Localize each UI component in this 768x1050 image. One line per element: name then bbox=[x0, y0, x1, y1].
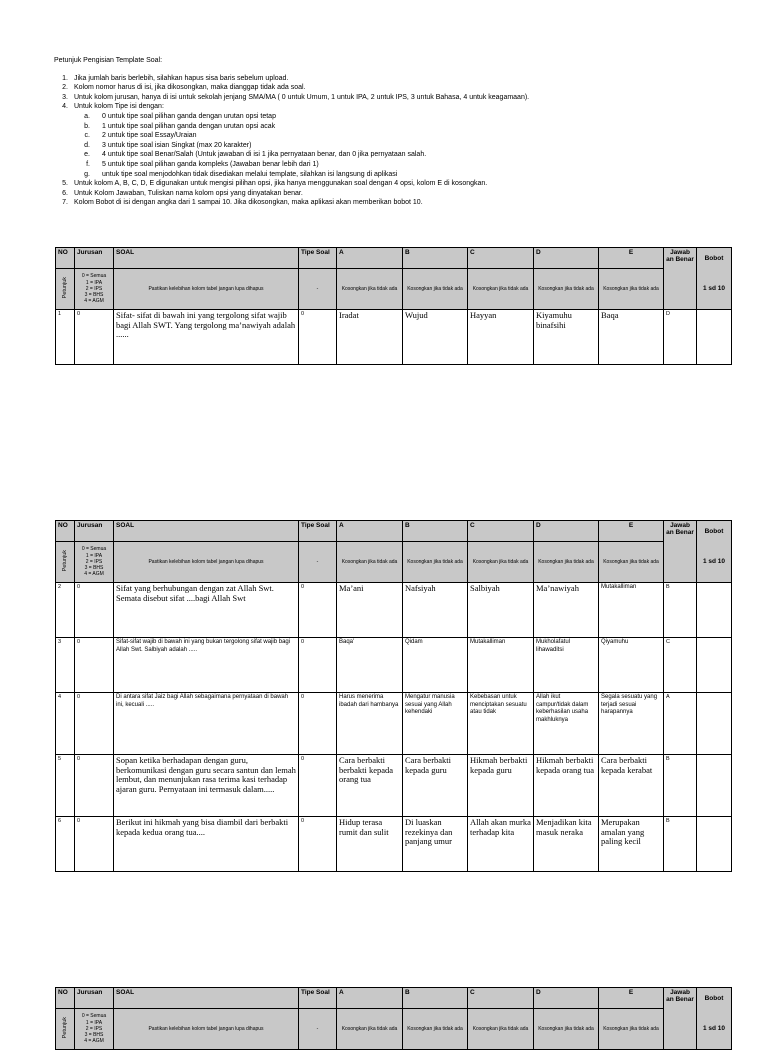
cell-opsi-b[interactable]: Wujud bbox=[403, 310, 468, 365]
cell-opsi-e[interactable]: Baqa bbox=[599, 310, 664, 365]
cell-opsi-c[interactable]: Salbiyah bbox=[468, 583, 534, 638]
cell-opsi-d[interactable]: Mukholafatul lihawaditsi bbox=[534, 638, 599, 693]
header-jurusan: Jurusan bbox=[75, 248, 114, 269]
cell-jawaban[interactable]: D bbox=[664, 310, 697, 365]
item-text: Untuk Kolom Jawaban, Tuliskan nama kolom opsi yang dinyatakan benar. bbox=[74, 189, 303, 197]
bobot-hint: 1 sd 10 bbox=[697, 1009, 732, 1050]
opsi-a-hint: Kosongkan jika tidak ada bbox=[337, 269, 403, 310]
header-jurusan: Jurusan bbox=[75, 521, 114, 542]
instruction-subitem bbox=[54, 160, 754, 170]
jurusan-hint: 4 = AGM bbox=[84, 571, 104, 578]
instructions-block bbox=[54, 56, 754, 208]
cell-no[interactable]: 1 bbox=[56, 310, 75, 365]
header-bobot: Bobot bbox=[697, 521, 732, 542]
opsi-a-hint: Kosongkan jika tidak ada bbox=[337, 1009, 403, 1050]
cell-jawaban[interactable]: A bbox=[664, 693, 697, 755]
header-d: D bbox=[534, 521, 599, 542]
item-text: Untuk kolom Tipe isi dengan: bbox=[74, 103, 164, 111]
cell-opsi-e[interactable]: Mutakalliman bbox=[599, 583, 664, 638]
tipe-hint: - bbox=[299, 1009, 337, 1050]
hint-row bbox=[56, 542, 732, 583]
petunjuk-cell bbox=[56, 1009, 75, 1050]
cell-opsi-d[interactable]: Allah ikut campur/tidak dalam keberhasilan usaha makhluknya bbox=[534, 693, 599, 755]
header-b: B bbox=[403, 248, 468, 269]
soal-hint: Pastikan kelebihan kolom tabel jangan lupa dihapus bbox=[114, 542, 299, 583]
cell-opsi-d[interactable]: Menjadikan kita masuk neraka bbox=[534, 817, 599, 872]
cell-opsi-b[interactable]: Nafsiyah bbox=[403, 583, 468, 638]
opsi-d-hint: Kosongkan jika tidak ada bbox=[534, 542, 599, 583]
subitem-letter: e. bbox=[84, 151, 90, 159]
subitem-letter: g. bbox=[84, 170, 90, 178]
petunjuk-cell bbox=[56, 542, 75, 583]
header-a: A bbox=[337, 248, 403, 269]
item-text: Kolom nomor harus di isi, jika dikosongkan, maka dianggap tidak ada soal. bbox=[74, 84, 306, 92]
cell-no[interactable]: 3 bbox=[56, 638, 75, 693]
subitem-text: 3 untuk tipe soal isian Singkat (max 20 karakter) bbox=[102, 141, 252, 149]
cell-opsi-e[interactable]: Cara berbakti kepada kerabat bbox=[599, 755, 664, 817]
jurusan-hint: 1 = IPA bbox=[85, 552, 103, 559]
hint-row bbox=[56, 269, 732, 310]
table-row bbox=[56, 310, 732, 365]
cell-bobot[interactable] bbox=[697, 638, 732, 693]
cell-soal[interactable]: Sifat yang berhubungan dengan zat Allah Swt. Semata disebut sifat ....bagi Allah Swt bbox=[114, 583, 299, 638]
item-number: 4. bbox=[62, 103, 68, 111]
header-jawaban: Jawab an Benar bbox=[664, 521, 697, 583]
instruction-item bbox=[54, 179, 754, 189]
tipe-hint: - bbox=[299, 269, 337, 310]
cell-no[interactable]: 2 bbox=[56, 583, 75, 638]
subitem-letter: a. bbox=[84, 112, 90, 120]
cell-opsi-a[interactable]: Hidup terasa rumit dan sulit bbox=[337, 817, 403, 872]
jurusan-hint: 2 = IPS bbox=[85, 1025, 103, 1032]
jurusan-hint: 1 = IPA bbox=[85, 1019, 103, 1026]
cell-jurusan[interactable]: 0 bbox=[75, 817, 114, 872]
opsi-b-hint: Kosongkan jika tidak ada bbox=[403, 269, 468, 310]
jurusan-hint: 3 = BHS bbox=[84, 292, 104, 299]
header-a: A bbox=[337, 521, 403, 542]
cell-opsi-a[interactable]: Ma’ani bbox=[337, 583, 403, 638]
petunjuk-label: Petunjuk bbox=[62, 550, 68, 572]
header-a: A bbox=[337, 988, 403, 1009]
cell-opsi-d[interactable]: Hikmah berbakti kepada orang tua bbox=[534, 755, 599, 817]
item-text: Jika jumlah baris berlebih, silahkan hapus sisa baris sebelum upload. bbox=[74, 74, 289, 82]
table-row bbox=[56, 755, 732, 817]
header-tipe: Tipe Soal bbox=[299, 521, 337, 542]
instruction-item bbox=[54, 93, 754, 103]
cell-opsi-a[interactable]: Iradat bbox=[337, 310, 403, 365]
header-d: D bbox=[534, 248, 599, 269]
header-e: E bbox=[599, 988, 664, 1009]
instruction-subitem bbox=[54, 112, 754, 122]
subitem-text: 4 untuk tipe soal Benar/Salah (Untuk jawaban di isi 1 jika pernyataan benar, dan 0 jika pernyataan salah. bbox=[102, 151, 427, 159]
item-number: 1. bbox=[62, 74, 68, 82]
cell-bobot[interactable] bbox=[697, 583, 732, 638]
opsi-e-hint: Kosongkan jika tidak ada bbox=[599, 542, 664, 583]
header-bobot: Bobot bbox=[697, 988, 732, 1009]
cell-opsi-b[interactable]: Qidam bbox=[403, 638, 468, 693]
cell-opsi-d[interactable]: Kiyamuhu binafsihi bbox=[534, 310, 599, 365]
cell-opsi-c[interactable]: Kebebasan untuk menciptakan sesuatu atau tidak bbox=[468, 693, 534, 755]
item-number: 3. bbox=[62, 93, 68, 101]
jurusan-hint: 3 = BHS bbox=[84, 1032, 104, 1039]
cell-jawaban[interactable]: B bbox=[664, 817, 697, 872]
jurusan-hint-cell bbox=[75, 542, 114, 583]
subitem-letter: b. bbox=[84, 122, 90, 130]
jurusan-hint: 4 = AGM bbox=[84, 1038, 104, 1045]
cell-opsi-a[interactable]: Cara berbakti berbakti kepada orang tua bbox=[337, 755, 403, 817]
opsi-c-hint: Kosongkan jika tidak ada bbox=[468, 542, 534, 583]
instruction-subitem bbox=[54, 131, 754, 141]
header-no: NO bbox=[56, 521, 75, 542]
instructions-list bbox=[54, 74, 754, 208]
instruction-item bbox=[54, 74, 754, 84]
cell-tipe[interactable]: 0 bbox=[299, 310, 337, 365]
cell-bobot[interactable] bbox=[697, 755, 732, 817]
item-text: Untuk kolom jurusan, hanya di isi untuk sekolah jenjang SMA/MA ( 0 untuk Umum, 1 untuk IPA, 2 untuk IPS, 3 untuk Bahasa, 4 untuk keagamaan). bbox=[74, 93, 530, 101]
header-b: B bbox=[403, 988, 468, 1009]
header-jurusan: Jurusan bbox=[75, 988, 114, 1009]
cell-tipe[interactable]: 0 bbox=[299, 583, 337, 638]
instructions-title: Petunjuk Pengisian Template Soal: bbox=[54, 57, 163, 64]
instruction-item bbox=[54, 198, 754, 208]
table-row bbox=[56, 693, 732, 755]
cell-tipe[interactable]: 0 bbox=[299, 638, 337, 693]
table-row bbox=[56, 638, 732, 693]
table-row bbox=[56, 583, 732, 638]
opsi-d-hint: Kosongkan jika tidak ada bbox=[534, 1009, 599, 1050]
hint-row bbox=[56, 1009, 732, 1050]
subitem-text: untuk tipe soal menjodohkan tidak disediakan melalui template, silahkan isi langsung di aplikasi bbox=[102, 170, 398, 178]
jurusan-hint: 0 = Semua bbox=[81, 1013, 107, 1020]
subitem-text: 0 untuk tipe soal pilihan ganda dengan urutan opsi tetap bbox=[102, 112, 276, 120]
cell-jawaban[interactable]: B bbox=[664, 583, 697, 638]
instruction-subitem bbox=[54, 170, 754, 180]
subitem-text: 1 untuk tipe soal pilihan ganda dengan urutan opsi acak bbox=[102, 122, 276, 130]
instruction-subitem bbox=[54, 122, 754, 132]
cell-jurusan[interactable]: 0 bbox=[75, 755, 114, 817]
subitem-letter: c. bbox=[84, 132, 90, 140]
cell-jurusan[interactable]: 0 bbox=[75, 693, 114, 755]
header-row bbox=[56, 248, 732, 269]
cell-opsi-e[interactable]: Qiyamuhu bbox=[599, 638, 664, 693]
cell-opsi-d[interactable]: Ma’nawiyah bbox=[534, 583, 599, 638]
jurusan-hint: 3 = BHS bbox=[84, 565, 104, 572]
cell-opsi-a[interactable]: Harus menerima ibadah dari hambanya bbox=[337, 693, 403, 755]
cell-jurusan[interactable]: 0 bbox=[75, 310, 114, 365]
header-tipe: Tipe Soal bbox=[299, 988, 337, 1009]
opsi-e-hint: Kosongkan jika tidak ada bbox=[599, 1009, 664, 1050]
cell-no[interactable]: 4 bbox=[56, 693, 75, 755]
cell-jurusan[interactable]: 0 bbox=[75, 583, 114, 638]
cell-opsi-b[interactable]: Mengatur manusia sesuai yang Allah kehendaki bbox=[403, 693, 468, 755]
cell-opsi-b[interactable]: Di luaskan rezekinya dan panjang umur bbox=[403, 817, 468, 872]
header-tipe: Tipe Soal bbox=[299, 248, 337, 269]
header-jawaban: Jawab an Benar bbox=[664, 988, 697, 1050]
cell-no[interactable]: 5 bbox=[56, 755, 75, 817]
cell-opsi-c[interactable]: Hikmah berbakti kepada guru bbox=[468, 755, 534, 817]
header-c: C bbox=[468, 988, 534, 1009]
jurusan-hint: 4 = AGM bbox=[84, 298, 104, 305]
instruction-item bbox=[54, 189, 754, 199]
question-table-3 bbox=[55, 987, 732, 1050]
cell-soal[interactable]: Sifat- sifat di bawah ini yang tergolong sifat wajib bagi Allah SWT. Yang tergolong ma’nawiyah adalah ...... bbox=[114, 310, 299, 365]
header-bobot: Bobot bbox=[697, 248, 732, 269]
petunjuk-label: Petunjuk bbox=[62, 277, 68, 299]
header-row bbox=[56, 988, 732, 1009]
cell-soal[interactable]: Sifat-sifat wajib di bawah ini yang bukan tergolong sifat wajib bagi Allah Swt. Salbiyah adalah ..... bbox=[114, 638, 299, 693]
cell-soal[interactable]: Sopan ketika berhadapan dengan guru, berkomunikasi dengan guru secara santun dan lemah lembut, dan menunjukan rasa terima kasi terhadap ajaran guru. Pernyataan ini termasuk dalam..... bbox=[114, 755, 299, 817]
opsi-c-hint: Kosongkan jika tidak ada bbox=[468, 1009, 534, 1050]
item-text: Untuk kolom A, B, C, D, E digunakan untuk mengisi pilihan opsi, jika hanya menggunakan soal dengan 4 opsi, kolom E di kosongkan. bbox=[74, 180, 488, 188]
instruction-item bbox=[54, 102, 754, 112]
cell-tipe[interactable]: 0 bbox=[299, 755, 337, 817]
header-soal: SOAL bbox=[114, 521, 299, 542]
bobot-hint: 1 sd 10 bbox=[697, 269, 732, 310]
petunjuk-cell bbox=[56, 269, 75, 310]
cell-opsi-c[interactable]: Mutakalliman bbox=[468, 638, 534, 693]
header-jawaban: Jawab an Benar bbox=[664, 248, 697, 310]
subitem-letter: d. bbox=[84, 141, 90, 149]
item-number: 6. bbox=[62, 189, 68, 197]
item-number: 2. bbox=[62, 84, 68, 92]
bobot-hint: 1 sd 10 bbox=[697, 542, 732, 583]
jurusan-hint: 2 = IPS bbox=[85, 285, 103, 292]
cell-opsi-a[interactable]: Baqa' bbox=[337, 638, 403, 693]
jurusan-hint: 0 = Semua bbox=[81, 546, 107, 553]
cell-soal[interactable]: Berikut ini hikmah yang bisa diambil dari berbakti kepada kedua orang tua.... bbox=[114, 817, 299, 872]
tipe-hint: - bbox=[299, 542, 337, 583]
cell-opsi-b[interactable]: Cara berbakti kepada guru bbox=[403, 755, 468, 817]
table-row bbox=[56, 817, 732, 872]
instruction-subitem bbox=[54, 141, 754, 151]
item-number: 5. bbox=[62, 180, 68, 188]
cell-bobot[interactable] bbox=[697, 310, 732, 365]
cell-opsi-e[interactable]: Merupakan amalan yang paling kecil bbox=[599, 817, 664, 872]
opsi-c-hint: Kosongkan jika tidak ada bbox=[468, 269, 534, 310]
opsi-d-hint: Kosongkan jika tidak ada bbox=[534, 269, 599, 310]
header-soal: SOAL bbox=[114, 248, 299, 269]
opsi-a-hint: Kosongkan jika tidak ada bbox=[337, 542, 403, 583]
jurusan-hint: 0 = Semua bbox=[81, 273, 107, 280]
header-e: E bbox=[599, 248, 664, 269]
header-soal: SOAL bbox=[114, 988, 299, 1009]
petunjuk-label: Petunjuk bbox=[62, 1017, 68, 1039]
opsi-e-hint: Kosongkan jika tidak ada bbox=[599, 269, 664, 310]
item-number: 7. bbox=[62, 199, 68, 207]
question-table-1 bbox=[55, 247, 732, 365]
header-c: C bbox=[468, 521, 534, 542]
header-e: E bbox=[599, 521, 664, 542]
cell-jawaban[interactable]: C bbox=[664, 638, 697, 693]
subitem-text: 5 untuk tipe soal pilihan ganda kompleks (Jawaban benar lebih dari 1) bbox=[102, 160, 319, 168]
cell-no[interactable]: 6 bbox=[56, 817, 75, 872]
header-b: B bbox=[403, 521, 468, 542]
header-no: NO bbox=[56, 988, 75, 1009]
item-text: Kolom Bobot di isi dengan angka dari 1 sampai 10. Jika dikosongkan, maka aplikasi akan memberikan bobot 10. bbox=[74, 199, 423, 207]
cell-jawaban[interactable]: B bbox=[664, 755, 697, 817]
header-c: C bbox=[468, 248, 534, 269]
cell-jurusan[interactable]: 0 bbox=[75, 638, 114, 693]
jurusan-hint: 1 = IPA bbox=[85, 279, 103, 286]
subitem-letter: f. bbox=[86, 160, 90, 168]
header-d: D bbox=[534, 988, 599, 1009]
jurusan-hint-cell bbox=[75, 269, 114, 310]
cell-bobot[interactable] bbox=[697, 817, 732, 872]
subitem-text: 2 untuk tipe soal Essay/Uraian bbox=[102, 132, 197, 140]
opsi-b-hint: Kosongkan jika tidak ada bbox=[403, 542, 468, 583]
opsi-b-hint: Kosongkan jika tidak ada bbox=[403, 1009, 468, 1050]
jurusan-hint: 2 = IPS bbox=[85, 558, 103, 565]
header-row bbox=[56, 521, 732, 542]
header-no: NO bbox=[56, 248, 75, 269]
instruction-item bbox=[54, 83, 754, 93]
soal-hint: Pastikan kelebihan kolom tabel jangan lupa dihapus bbox=[114, 269, 299, 310]
instruction-subitem bbox=[54, 150, 754, 160]
cell-tipe[interactable]: 0 bbox=[299, 817, 337, 872]
cell-opsi-c[interactable]: Allah akan murka terhadap kita bbox=[468, 817, 534, 872]
cell-soal[interactable]: Di antara sifat Jaiz bagi Allah sebagaimana pernyataan di bawah ini, kecuali ..... bbox=[114, 693, 299, 755]
cell-bobot[interactable] bbox=[697, 693, 732, 755]
cell-opsi-c[interactable]: Hayyan bbox=[468, 310, 534, 365]
cell-opsi-e[interactable]: Segala sesuatu yang terjadi sesuai harapannya bbox=[599, 693, 664, 755]
soal-hint: Pastikan kelebihan kolom tabel jangan lupa dihapus bbox=[114, 1009, 299, 1050]
question-table-2 bbox=[55, 520, 732, 872]
jurusan-hint-cell bbox=[75, 1009, 114, 1050]
cell-tipe[interactable]: 0 bbox=[299, 693, 337, 755]
